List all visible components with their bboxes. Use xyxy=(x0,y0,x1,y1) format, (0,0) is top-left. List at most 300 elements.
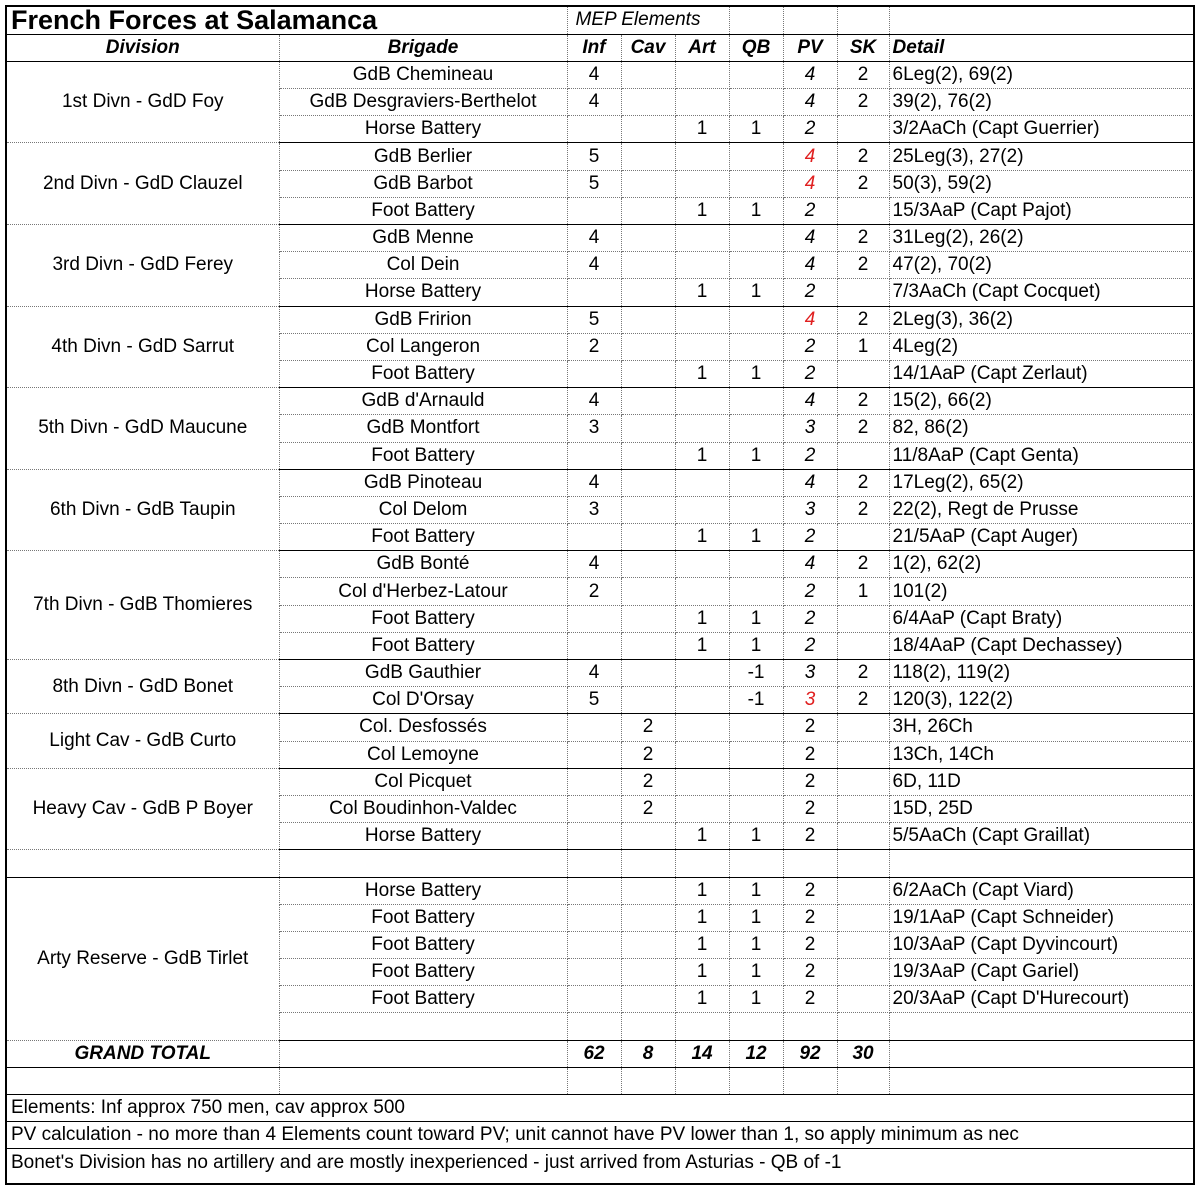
pv-value: 2 xyxy=(783,741,837,768)
pv-value: 2 xyxy=(783,931,837,958)
blank-cell xyxy=(889,850,1193,877)
inf-value xyxy=(567,959,621,986)
blank-cell xyxy=(783,1067,837,1094)
inf-value xyxy=(567,823,621,850)
division-name: 5th Divn - GdD Maucune xyxy=(7,388,279,470)
blank-cell xyxy=(729,1013,783,1040)
blank-cell xyxy=(729,1067,783,1094)
blank-cell xyxy=(279,1067,567,1094)
cav-value xyxy=(621,524,675,551)
qb-value: 1 xyxy=(729,959,783,986)
brigade-name: Foot Battery xyxy=(279,986,567,1013)
brigade-name: Foot Battery xyxy=(279,524,567,551)
detail-text: 6Leg(2), 69(2) xyxy=(889,61,1193,88)
detail-text: 19/3AaP (Capt Gariel) xyxy=(889,959,1193,986)
brigade-name: Horse Battery xyxy=(279,877,567,904)
art-value: 1 xyxy=(675,632,729,659)
detail-text: 7/3AaCh (Capt Cocquet) xyxy=(889,279,1193,306)
note-text: Bonet's Division has no artillery and are mostly inexperienced - just arrived from Asturias - QB of -1 xyxy=(11,1151,842,1173)
sk-value: 2 xyxy=(837,687,889,714)
blank-cell xyxy=(783,1013,837,1040)
inf-value xyxy=(567,605,621,632)
qb-value: -1 xyxy=(729,660,783,687)
sk-value xyxy=(837,360,889,387)
sk-value: 2 xyxy=(837,469,889,496)
division-name: Light Cav - GdB Curto xyxy=(7,714,279,768)
detail-text: 20/3AaP (Capt D'Hurecourt) xyxy=(889,986,1193,1013)
cav-value xyxy=(621,197,675,224)
sk-value xyxy=(837,197,889,224)
detail-text: 10/3AaP (Capt Dyvincourt) xyxy=(889,931,1193,958)
detail-text: 47(2), 70(2) xyxy=(889,252,1193,279)
inf-value: 4 xyxy=(567,469,621,496)
art-value: 1 xyxy=(675,197,729,224)
sk-value xyxy=(837,442,889,469)
header-brigade: Brigade xyxy=(279,34,567,61)
sk-value: 2 xyxy=(837,225,889,252)
division-name: 8th Divn - GdD Bonet xyxy=(7,660,279,714)
pv-value: 2 xyxy=(783,768,837,795)
art-value: 1 xyxy=(675,986,729,1013)
brigade-name: GdB Barbot xyxy=(279,170,567,197)
brigade-name: Foot Battery xyxy=(279,442,567,469)
cav-value xyxy=(621,61,675,88)
total-inf: 62 xyxy=(567,1040,621,1067)
detail-text: 17Leg(2), 65(2) xyxy=(889,469,1193,496)
inf-value: 5 xyxy=(567,170,621,197)
detail-text: 6D, 11D xyxy=(889,768,1193,795)
division-name: 2nd Divn - GdD Clauzel xyxy=(7,143,279,225)
pv-value: 2 xyxy=(783,197,837,224)
cav-value xyxy=(621,986,675,1013)
brigade-name: Col Lemoyne xyxy=(279,741,567,768)
cav-value xyxy=(621,660,675,687)
blank-cell xyxy=(7,1067,279,1094)
cav-value xyxy=(621,252,675,279)
sk-value: 2 xyxy=(837,388,889,415)
art-value: 1 xyxy=(675,877,729,904)
brigade-name: GdB Montfort xyxy=(279,415,567,442)
detail-text: 4Leg(2) xyxy=(889,333,1193,360)
brigade-name: Foot Battery xyxy=(279,904,567,931)
qb-value xyxy=(729,469,783,496)
inf-value: 4 xyxy=(567,551,621,578)
brigade-name: Foot Battery xyxy=(279,197,567,224)
blank-cell xyxy=(837,850,889,877)
art-value xyxy=(675,687,729,714)
header-art: Art xyxy=(675,34,729,61)
art-value xyxy=(675,469,729,496)
brigade-row xyxy=(7,225,1193,252)
sk-value xyxy=(837,877,889,904)
note-row xyxy=(7,1149,1193,1176)
detail-text: 15/3AaP (Capt Pajot) xyxy=(889,197,1193,224)
pv-value: 4 xyxy=(783,306,837,333)
cav-value xyxy=(621,415,675,442)
detail-text: 11/8AaP (Capt Genta) xyxy=(889,442,1193,469)
art-value xyxy=(675,768,729,795)
qb-value xyxy=(729,578,783,605)
inf-value xyxy=(567,197,621,224)
inf-value xyxy=(567,360,621,387)
cav-value xyxy=(621,931,675,958)
inf-value xyxy=(567,524,621,551)
brigade-name: GdB Desgraviers-Berthelot xyxy=(279,89,567,116)
art-value: 1 xyxy=(675,823,729,850)
cav-value xyxy=(621,823,675,850)
art-value xyxy=(675,170,729,197)
blank-cell xyxy=(837,1013,889,1040)
blank-cell xyxy=(837,1067,889,1094)
blank-cell xyxy=(567,1013,621,1040)
sk-value xyxy=(837,959,889,986)
qb-value xyxy=(729,415,783,442)
sk-value: 2 xyxy=(837,496,889,523)
pv-value: 2 xyxy=(783,959,837,986)
oob-sheet xyxy=(5,5,1195,1185)
pv-value: 2 xyxy=(783,333,837,360)
sk-value: 2 xyxy=(837,143,889,170)
total-sk: 30 xyxy=(837,1040,889,1067)
art-value xyxy=(675,578,729,605)
art-value xyxy=(675,551,729,578)
detail-text: 31Leg(2), 26(2) xyxy=(889,225,1193,252)
pv-value: 2 xyxy=(783,795,837,822)
pv-value: 2 xyxy=(783,360,837,387)
qb-value: 1 xyxy=(729,632,783,659)
cav-value xyxy=(621,388,675,415)
art-value xyxy=(675,415,729,442)
cav-value xyxy=(621,877,675,904)
cav-value xyxy=(621,687,675,714)
art-value xyxy=(675,89,729,116)
pv-value: 3 xyxy=(783,660,837,687)
blank-cell xyxy=(729,850,783,877)
cav-value xyxy=(621,496,675,523)
note-text: PV calculation - no more than 4 Elements count toward PV; unit cannot have PV lower than 1, so apply minimum as nec xyxy=(7,1122,1193,1149)
pv-value: 4 xyxy=(783,89,837,116)
detail-text: 18/4AaP (Capt Dechassey) xyxy=(889,632,1193,659)
inf-value: 4 xyxy=(567,660,621,687)
blank-cell xyxy=(783,7,837,34)
inf-value: 5 xyxy=(567,687,621,714)
inf-value xyxy=(567,632,621,659)
inf-value: 5 xyxy=(567,143,621,170)
blank-cell xyxy=(675,850,729,877)
art-value xyxy=(675,333,729,360)
cav-value xyxy=(621,578,675,605)
sk-value xyxy=(837,714,889,741)
inf-value xyxy=(567,741,621,768)
brigade-name: Col Picquet xyxy=(279,768,567,795)
brigade-name: GdB Menne xyxy=(279,225,567,252)
total-cav: 8 xyxy=(621,1040,675,1067)
pv-value: 2 xyxy=(783,442,837,469)
cav-value xyxy=(621,551,675,578)
pv-value: 4 xyxy=(783,469,837,496)
blank-cell xyxy=(621,1013,675,1040)
qb-value xyxy=(729,388,783,415)
sk-value xyxy=(837,741,889,768)
detail-text: 101(2) xyxy=(889,578,1193,605)
blank-cell xyxy=(7,850,279,877)
brigade-name: Col D'Orsay xyxy=(279,687,567,714)
art-value: 1 xyxy=(675,904,729,931)
sk-value xyxy=(837,931,889,958)
inf-value xyxy=(567,931,621,958)
detail-text: 13Ch, 14Ch xyxy=(889,741,1193,768)
brigade-row xyxy=(7,388,1193,415)
pv-value: 4 xyxy=(783,252,837,279)
detail-text: 15(2), 66(2) xyxy=(889,388,1193,415)
total-qb: 12 xyxy=(729,1040,783,1067)
qb-value xyxy=(729,252,783,279)
note-text: Elements: Inf approx 750 men, cav approx 500 xyxy=(7,1095,1193,1122)
division-name: 4th Divn - GdD Sarrut xyxy=(7,306,279,388)
inf-value xyxy=(567,116,621,143)
art-value xyxy=(675,714,729,741)
division-name: 6th Divn - GdB Taupin xyxy=(7,469,279,551)
cav-value xyxy=(621,632,675,659)
qb-value xyxy=(729,170,783,197)
qb-value xyxy=(729,496,783,523)
pv-value: 4 xyxy=(783,143,837,170)
blank-cell xyxy=(837,7,889,34)
blank-cell xyxy=(889,1067,1193,1094)
inf-value: 5 xyxy=(567,306,621,333)
brigade-name: GdB Pinoteau xyxy=(279,469,567,496)
division-name: 1st Divn - GdD Foy xyxy=(7,61,279,143)
header-pv: PV xyxy=(783,34,837,61)
detail-text: 22(2), Regt de Prusse xyxy=(889,496,1193,523)
detail-text: 120(3), 122(2) xyxy=(889,687,1193,714)
header-division: Division xyxy=(7,34,279,61)
inf-value: 4 xyxy=(567,225,621,252)
brigade-name: Col d'Herbez-Latour xyxy=(279,578,567,605)
qb-value: 1 xyxy=(729,279,783,306)
pv-value: 2 xyxy=(783,714,837,741)
qb-value: 1 xyxy=(729,877,783,904)
blank-cell xyxy=(621,850,675,877)
sk-value xyxy=(837,904,889,931)
blank-cell xyxy=(621,1067,675,1094)
division-name: 3rd Divn - GdD Ferey xyxy=(7,225,279,307)
cav-value xyxy=(621,143,675,170)
qb-value: 1 xyxy=(729,605,783,632)
brigade-name: GdB Berlier xyxy=(279,143,567,170)
sk-value: 2 xyxy=(837,660,889,687)
grand-total-label: GRAND TOTAL xyxy=(7,1040,279,1067)
cav-value xyxy=(621,605,675,632)
detail-text: 21/5AaP (Capt Auger) xyxy=(889,524,1193,551)
pv-value: 4 xyxy=(783,388,837,415)
brigade-name: Horse Battery xyxy=(279,823,567,850)
cav-value xyxy=(621,469,675,496)
sk-value xyxy=(837,116,889,143)
brigade-name: Col Langeron xyxy=(279,333,567,360)
cav-value: 2 xyxy=(621,741,675,768)
detail-text: 1(2), 62(2) xyxy=(889,551,1193,578)
pv-value: 2 xyxy=(783,524,837,551)
note-row xyxy=(7,1095,1193,1122)
cav-value xyxy=(621,306,675,333)
cav-value xyxy=(621,959,675,986)
brigade-row xyxy=(7,469,1193,496)
division-name: 7th Divn - GdB Thomieres xyxy=(7,551,279,660)
art-value: 1 xyxy=(675,605,729,632)
qb-value xyxy=(729,741,783,768)
brigade-row xyxy=(7,306,1193,333)
qb-value: 1 xyxy=(729,197,783,224)
qb-value xyxy=(729,333,783,360)
qb-value: 1 xyxy=(729,524,783,551)
qb-value xyxy=(729,306,783,333)
detail-text: 50(3), 59(2) xyxy=(889,170,1193,197)
cav-value: 2 xyxy=(621,714,675,741)
blank-cell xyxy=(675,1067,729,1094)
brigade-row xyxy=(7,143,1193,170)
title-row xyxy=(7,7,1193,34)
art-value xyxy=(675,61,729,88)
sk-value: 2 xyxy=(837,252,889,279)
brigade-name: Foot Battery xyxy=(279,959,567,986)
cav-value xyxy=(621,360,675,387)
cav-value xyxy=(621,442,675,469)
detail-text: 6/4AaP (Capt Braty) xyxy=(889,605,1193,632)
pv-value: 2 xyxy=(783,279,837,306)
header-detail: Detail xyxy=(889,34,1193,61)
art-value xyxy=(675,252,729,279)
art-value xyxy=(675,795,729,822)
inf-value: 2 xyxy=(567,333,621,360)
pv-value: 2 xyxy=(783,578,837,605)
art-value xyxy=(675,388,729,415)
blank-cell xyxy=(279,1013,567,1040)
sk-value: 2 xyxy=(837,415,889,442)
detail-text: 5/5AaCh (Capt Graillat) xyxy=(889,823,1193,850)
blank-cell xyxy=(783,850,837,877)
brigade-name: Foot Battery xyxy=(279,632,567,659)
qb-value xyxy=(729,89,783,116)
inf-value xyxy=(567,714,621,741)
pv-value: 2 xyxy=(783,904,837,931)
total-pv: 92 xyxy=(783,1040,837,1067)
art-value: 1 xyxy=(675,442,729,469)
pv-value: 3 xyxy=(783,687,837,714)
inf-value: 4 xyxy=(567,61,621,88)
detail-text: 25Leg(3), 27(2) xyxy=(889,143,1193,170)
pv-value: 2 xyxy=(783,877,837,904)
brigade-row xyxy=(7,61,1193,88)
qb-value: 1 xyxy=(729,904,783,931)
art-value xyxy=(675,660,729,687)
pv-value: 2 xyxy=(783,116,837,143)
detail-text: 118(2), 119(2) xyxy=(889,660,1193,687)
blank-row xyxy=(7,1067,1193,1094)
art-value: 1 xyxy=(675,931,729,958)
qb-value: 1 xyxy=(729,442,783,469)
detail-text: 39(2), 76(2) xyxy=(889,89,1193,116)
detail-text: 3H, 26Ch xyxy=(889,714,1193,741)
qb-value xyxy=(729,768,783,795)
brigade-name: Horse Battery xyxy=(279,279,567,306)
cav-value: 2 xyxy=(621,795,675,822)
brigade-name: GdB Bonté xyxy=(279,551,567,578)
cav-value xyxy=(621,89,675,116)
inf-value xyxy=(567,877,621,904)
blank-cell xyxy=(567,1067,621,1094)
brigade-name: GdB d'Arnauld xyxy=(279,388,567,415)
art-value xyxy=(675,306,729,333)
sk-value: 1 xyxy=(837,333,889,360)
qb-value: 1 xyxy=(729,986,783,1013)
pv-value: 4 xyxy=(783,551,837,578)
pv-value: 4 xyxy=(783,170,837,197)
qb-value xyxy=(729,143,783,170)
art-value: 1 xyxy=(675,279,729,306)
brigade-row xyxy=(7,660,1193,687)
blank-cell xyxy=(729,7,783,34)
inf-value xyxy=(567,986,621,1013)
cav-value xyxy=(621,116,675,143)
total-art: 14 xyxy=(675,1040,729,1067)
cav-value xyxy=(621,170,675,197)
qb-value xyxy=(729,795,783,822)
brigade-name: Foot Battery xyxy=(279,931,567,958)
detail-text: 6/2AaCh (Capt Viard) xyxy=(889,877,1193,904)
sk-value: 2 xyxy=(837,89,889,116)
cav-value xyxy=(621,279,675,306)
inf-value: 3 xyxy=(567,496,621,523)
qb-value: 1 xyxy=(729,360,783,387)
sk-value xyxy=(837,768,889,795)
header-row xyxy=(7,34,1193,61)
art-value xyxy=(675,225,729,252)
brigade-name: Foot Battery xyxy=(279,605,567,632)
art-value xyxy=(675,741,729,768)
sk-value: 1 xyxy=(837,578,889,605)
brigade-name: GdB Gauthier xyxy=(279,660,567,687)
art-value xyxy=(675,143,729,170)
inf-value: 4 xyxy=(567,252,621,279)
qb-value: 1 xyxy=(729,823,783,850)
inf-value: 3 xyxy=(567,415,621,442)
art-value xyxy=(675,496,729,523)
qb-value: -1 xyxy=(729,687,783,714)
pv-value: 4 xyxy=(783,225,837,252)
cav-value xyxy=(621,225,675,252)
detail-text: 15D, 25D xyxy=(889,795,1193,822)
division-name: Heavy Cav - GdB P Boyer xyxy=(7,768,279,850)
brigade-name: GdB Fririon xyxy=(279,306,567,333)
inf-value xyxy=(567,442,621,469)
pv-value: 4 xyxy=(783,61,837,88)
mep-subtitle: MEP Elements xyxy=(567,7,729,34)
sk-value: 2 xyxy=(837,170,889,197)
inf-value xyxy=(567,279,621,306)
brigade-row xyxy=(7,714,1193,741)
inf-value xyxy=(567,768,621,795)
page-title: French Forces at Salamanca xyxy=(7,7,567,34)
brigade-name: Col Delom xyxy=(279,496,567,523)
detail-text: 3/2AaCh (Capt Guerrier) xyxy=(889,116,1193,143)
inf-value: 4 xyxy=(567,89,621,116)
pv-value: 2 xyxy=(783,823,837,850)
qb-value: 1 xyxy=(729,931,783,958)
blank-row xyxy=(7,850,1193,877)
detail-text: 82, 86(2) xyxy=(889,415,1193,442)
brigade-row xyxy=(7,768,1193,795)
